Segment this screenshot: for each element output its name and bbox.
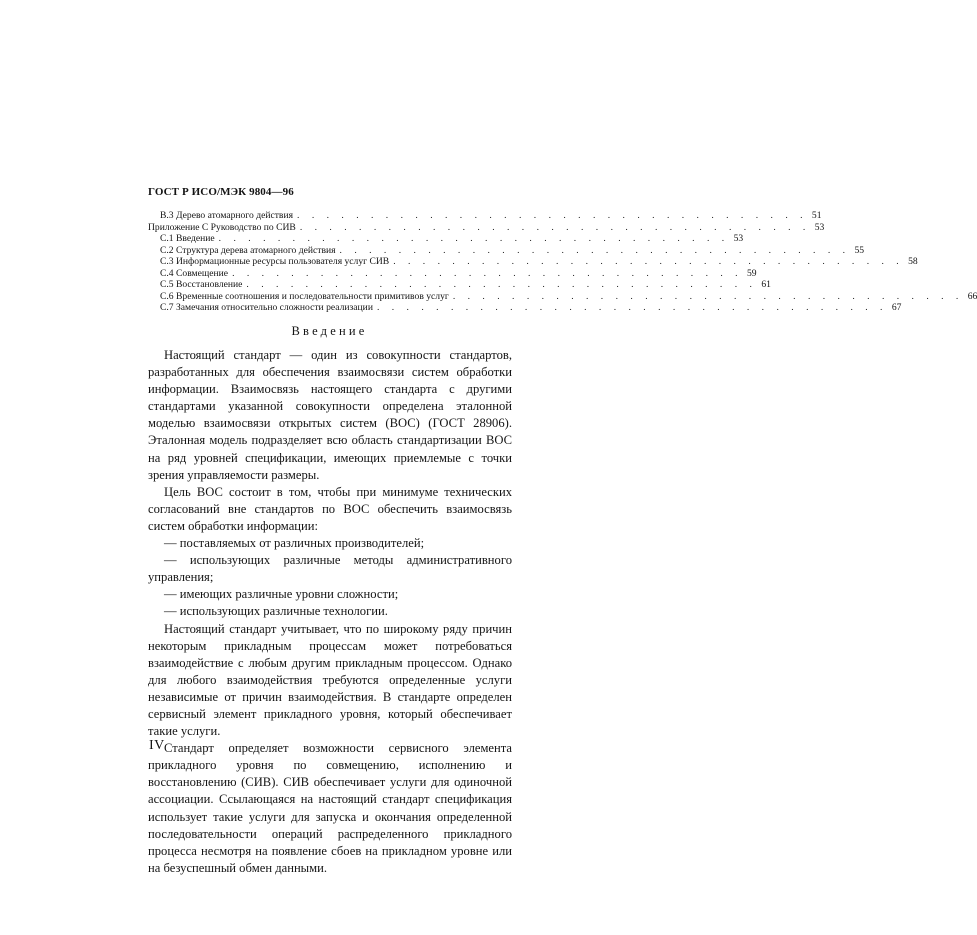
toc-leader-dots: . . . . . . . . . . . . . . . . . . . . . . . . . . . . . . . . . . . <box>246 279 757 290</box>
toc-entry <box>148 233 744 245</box>
toc-leader-dots: . . . . . . . . . . . . . . . . . . . . . . . . . . . . . . . . . . . <box>339 244 851 256</box>
toc-entry <box>148 290 977 303</box>
toc-entry <box>148 210 822 222</box>
toc-entry-page: 51 <box>811 210 822 221</box>
toc-entry-label: С.5 Восстановление <box>160 279 243 290</box>
toc-entry-label: С.3 Информационные ресурсы пользователя услуг СИВ <box>160 256 390 267</box>
list-item: — поставляемых от различных производителей; <box>164 536 425 551</box>
toc-entry <box>148 279 771 291</box>
toc-entry-page: 61 <box>761 279 771 290</box>
toc-entry-page: 58 <box>908 256 918 267</box>
section-title: Введение <box>291 324 368 338</box>
toc-entry-label: С.2 Структура дерева атомарного действия <box>160 244 336 256</box>
toc-entry <box>148 221 825 234</box>
body-text <box>148 347 512 877</box>
toc-leader-dots: . . . . . . . . . . . . . . . . . . . . . . . . . . . . . . . . . . . <box>452 290 964 302</box>
toc-leader-dots: . . . . . . . . . . . . . . . . . . . . . . . . . . . . . . . . . . . <box>299 221 811 233</box>
list-item: — использующих различные технологии. <box>164 604 388 619</box>
toc-entry <box>148 256 918 268</box>
list-item: — имеющих различные уровни сложности; <box>164 587 399 602</box>
list-item: — использующих различные методы административного управления; <box>148 553 512 585</box>
toc-entry <box>148 244 865 257</box>
toc-entry-label: С.7 Замечания относительно сложности реализации <box>160 302 373 313</box>
toc-leader-dots: . . . . . . . . . . . . . . . . . . . . . . . . . . . . . . . . . . . <box>393 256 904 267</box>
toc-leader-dots: . . . . . . . . . . . . . . . . . . . . . . . . . . . . . . . . . . . <box>376 302 888 313</box>
toc-entry-page: 66 <box>967 290 977 302</box>
toc-entry-page: 55 <box>854 244 865 256</box>
paragraph: Настоящий стандарт учитывает, что по широкому ряду причин некоторым прикладным процессам может потребоваться взаимодействие с любым другим прикладным процессом. Однако для любого взаимодействия требуются определенные услуги независимые от причин взаимодействия. В стандарте определен сервисный элемент прикладного уровня, который обеспечивает такие услуги. <box>148 621 512 739</box>
page-number: IV <box>149 738 165 753</box>
toc-entry <box>148 302 902 314</box>
toc-leader-dots: . . . . . . . . . . . . . . . . . . . . . . . . . . . . . . . . . . . <box>297 210 808 221</box>
toc-entry-page: 59 <box>746 267 757 279</box>
toc-entry-label: Приложение С Руководство по СИВ <box>148 221 296 233</box>
toc-leader-dots: . . . . . . . . . . . . . . . . . . . . . . . . . . . . . . . . . . . <box>218 233 730 244</box>
toc-entry-page: 67 <box>891 302 902 313</box>
toc-leader-dots: . . . . . . . . . . . . . . . . . . . . . . . . . . . . . . . . . . . <box>232 267 743 279</box>
toc-entry-page: 53 <box>814 221 825 233</box>
toc-entry-label: С.1 Введение <box>160 233 215 244</box>
toc-entry-label: С.4 Совмещение <box>160 267 229 279</box>
toc-entry-label: В.3 Дерево атомарного действия <box>160 210 294 221</box>
toc-entry-page: 53 <box>733 233 744 244</box>
paragraph: Цель ВОС состоит в том, чтобы при минимуме технических согласований вне стандартов по ВОС обеспечить взаимосвязь систем обработки информации: <box>148 484 512 533</box>
toc-entry-label: С.6 Временные соотношения и последовательности примитивов услуг <box>160 290 449 302</box>
table-of-contents <box>148 210 977 314</box>
toc-entry <box>148 267 757 280</box>
running-header: ГОСТ Р ИСО/МЭК 9804—96 <box>148 186 294 198</box>
paragraph: Настоящий стандарт — один из совокупности стандартов, разработанных для обеспечения взаимосвязи систем обработки информации. Взаимосвязь настоящего стандарта с другими стандартами указанной совокупности определена эталонной моделью взаимосвязи открытых систем (ВОС) (ГОСТ 28906). Эталонная модель подразделяет всю область стандартизации ВОС на ряд уровней спецификации, имеющих приемлемые с точки зрения управляемости размеры. <box>148 348 512 482</box>
paragraph: Стандарт определяет возможности сервисного элемента прикладного уровня по совмещению, исполнению и восстановлению (СИВ). СИВ обеспечивает услуги для одиночной ассоциации. Ссылающаяся на настоящий стандарт спецификация использует такие услуги для запуска и окончания определенной последовательности операций распределенного прикладного процесса несмотря на появление сбоев на прикладном уровне или на безуспешный обмен данными. <box>148 741 512 875</box>
